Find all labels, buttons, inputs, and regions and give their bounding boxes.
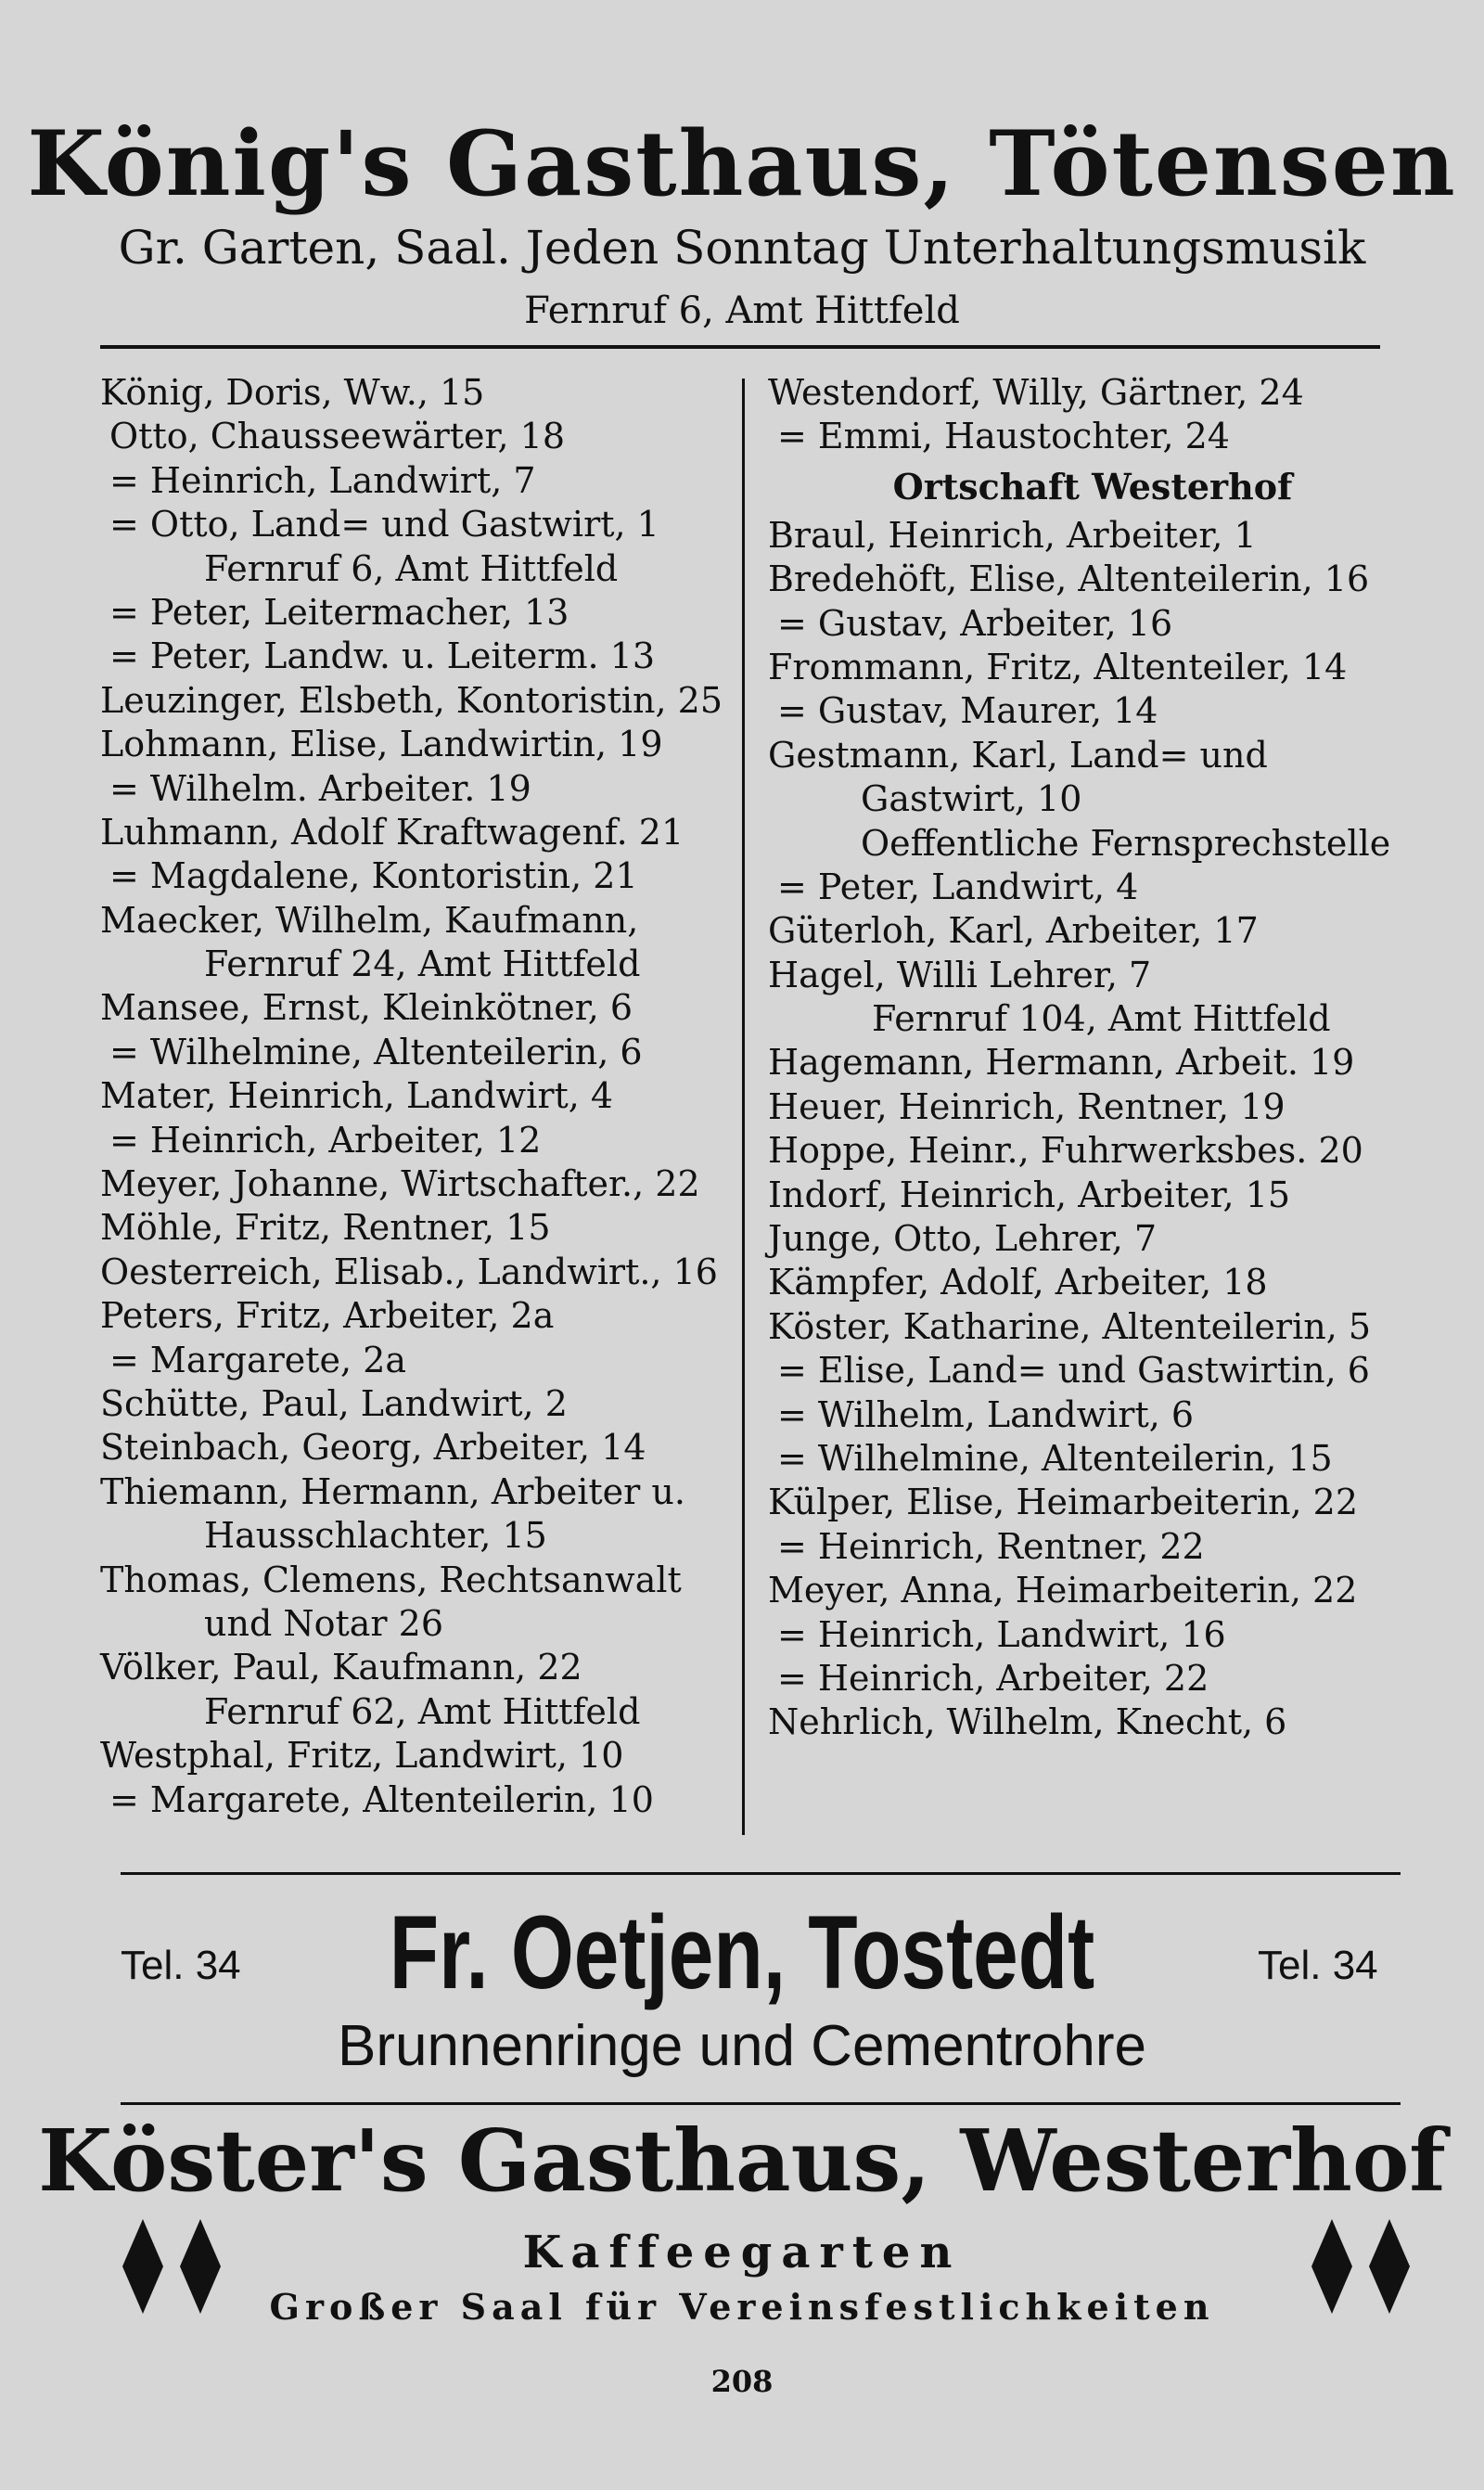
tel-right: Tel. 34: [1258, 1943, 1378, 1988]
header-title: König's Gasthaus, Tötensen: [27, 111, 1457, 216]
directory-entry: Westphal, Fritz, Landwirt, 10: [100, 1735, 624, 1777]
directory-entry: = Wilhelm, Landwirt, 6: [777, 1393, 1195, 1435]
directory-entry: Nehrlich, Wilhelm, Knecht, 6: [768, 1701, 1287, 1743]
directory-entry: Fernruf 104, Amt Hittfeld: [872, 998, 1331, 1040]
directory-entry: Steinbach, Georg, Arbeiter, 14: [100, 1427, 646, 1469]
directory-entry: Leuzinger, Elsbeth, Kontoristin, 25: [100, 679, 723, 721]
directory-entry: = Heinrich, Rentner, 22: [777, 1525, 1205, 1567]
directory-entry: Indorf, Heinrich, Arbeiter, 15: [768, 1174, 1291, 1215]
directory-entry: = Elise, Land= und Gastwirtin, 6: [777, 1350, 1370, 1392]
directory-entry: Kämpfer, Adolf, Arbeiter, 18: [768, 1262, 1268, 1303]
left-column: [100, 371, 731, 1822]
directory-entry: Külper, Elise, Heimarbeiterin, 22: [768, 1482, 1358, 1523]
directory-entry: Hoppe, Heinr., Fuhrwerksbes. 20: [768, 1130, 1363, 1172]
directory-entry: Fernruf 24, Amt Hittfeld: [204, 943, 641, 985]
directory-entry: Bredehöft, Elise, Altenteilerin, 16: [768, 558, 1370, 600]
directory-entry: Mansee, Ernst, Kleinkötner, 6: [100, 987, 633, 1029]
header-rule: [100, 345, 1380, 349]
directory-entry: Schütte, Paul, Landwirt, 2: [100, 1382, 568, 1424]
directory-entry: = Heinrich, Arbeiter, 22: [777, 1657, 1209, 1699]
directory-entry: Gastwirt, 10: [861, 778, 1082, 820]
page-number: 208: [710, 2364, 774, 2399]
oetjen-name: Fr. Oetjen, Tostedt: [389, 1894, 1095, 2010]
koester-line2: Großer Saal für Vereinsfestlichkeiten: [269, 2286, 1215, 2328]
oetjen-products: Brunnenringe und Cementrohre: [338, 2014, 1146, 2078]
directory-entry: Maecker, Wilhelm, Kaufmann,: [100, 899, 639, 941]
directory-entry: Hausschlachter, 15: [204, 1515, 547, 1557]
directory-entry: Möhle, Fritz, Rentner, 15: [100, 1207, 551, 1249]
ad-rule-middle: [121, 2102, 1401, 2105]
directory-entry: Fernruf 6, Amt Hittfeld: [204, 547, 619, 589]
directory-entry: = Otto, Land= und Gastwirt, 1: [109, 504, 659, 545]
directory-entry: = Magdalene, Kontoristin, 21: [109, 855, 638, 897]
directory-entry: = Margarete, 2a: [109, 1339, 407, 1380]
directory-entry: Braul, Heinrich, Arbeiter, 1: [768, 514, 1257, 556]
directory-entry: = Heinrich, Landwirt, 7: [109, 459, 536, 501]
ad-rule-top: [121, 1872, 1401, 1875]
directory-entry: Oeffentliche Fernsprechstelle: [861, 822, 1391, 864]
directory-entry: = Peter, Leitermacher, 13: [109, 591, 569, 633]
directory-entry: Oesterreich, Elisab., Landwirt., 16: [100, 1251, 718, 1292]
directory-entry: Luhmann, Adolf Kraftwagenf. 21: [100, 811, 684, 853]
koester-name: Köster's Gasthaus, Westerhof: [38, 2111, 1446, 2211]
column-divider: [742, 379, 745, 1835]
directory-entry: und Notar 26: [204, 1602, 444, 1644]
section-heading: Ortschaft Westerhof: [892, 465, 1293, 507]
directory-entry: Otto, Chausseewärter, 18: [109, 416, 565, 457]
directory-entry: Güterloh, Karl, Arbeiter, 17: [768, 910, 1259, 952]
directory-entry: = Gustav, Maurer, 14: [777, 690, 1158, 732]
directory-entry: Meyer, Johanne, Wirtschafter., 22: [100, 1163, 700, 1205]
directory-entry: Mater, Heinrich, Landwirt, 4: [100, 1075, 614, 1117]
directory-entry: = Emmi, Haustochter, 24: [777, 416, 1230, 457]
koester-line1: Kaffeegarten: [522, 2227, 962, 2278]
directory-entry: Meyer, Anna, Heimarbeiterin, 22: [768, 1570, 1358, 1611]
directory-entry: = Heinrich, Landwirt, 16: [777, 1613, 1226, 1655]
directory-entry: Gestmann, Karl, Land= und: [768, 734, 1268, 776]
directory-entry: Hagemann, Hermann, Arbeit. 19: [768, 1042, 1355, 1084]
directory-entry: Westendorf, Willy, Gärtner, 24: [768, 372, 1304, 413]
right-column: [768, 371, 1417, 1745]
directory-entry: Junge, Otto, Lehrer, 7: [768, 1218, 1158, 1260]
directory-entry: Heuer, Heinrich, Rentner, 19: [768, 1085, 1286, 1127]
header-phone: Fernruf 6, Amt Hittfeld: [524, 289, 960, 332]
header-subtitle: Gr. Garten, Saal. Jeden Sonntag Unterhaltungsmusik: [118, 221, 1366, 275]
directory-entry: = Wilhelmine, Altenteilerin, 15: [777, 1437, 1333, 1479]
directory-entry: Völker, Paul, Kaufmann, 22: [100, 1647, 582, 1688]
directory-entry: Frommann, Fritz, Altenteiler, 14: [768, 646, 1348, 687]
directory-entry: Lohmann, Elise, Landwirtin, 19: [100, 724, 663, 765]
directory-entry: = Wilhelm. Arbeiter. 19: [109, 767, 531, 809]
directory-entry: Köster, Katharine, Altenteilerin, 5: [768, 1305, 1372, 1347]
directory-entry: Thomas, Clemens, Rechtsanwalt: [100, 1559, 682, 1600]
directory-entry: = Gustav, Arbeiter, 16: [777, 602, 1173, 644]
tel-left: Tel. 34: [121, 1943, 241, 1988]
directory-entry: = Heinrich, Arbeiter, 12: [109, 1119, 542, 1161]
directory-entry: = Margarete, Altenteilerin, 10: [109, 1778, 654, 1820]
directory-entry: Fernruf 62, Amt Hittfeld: [204, 1690, 641, 1732]
directory-entry: = Wilhelmine, Altenteilerin, 6: [109, 1031, 643, 1072]
directory-entry: = Peter, Landw. u. Leiterm. 13: [109, 635, 656, 677]
directory-entry: Thiemann, Hermann, Arbeiter u.: [100, 1470, 685, 1512]
directory-entry: Peters, Fritz, Arbeiter, 2a: [100, 1295, 555, 1337]
directory-entry: = Peter, Landwirt, 4: [777, 866, 1139, 907]
directory-entry: König, Doris, Ww., 15: [100, 372, 485, 413]
directory-entry: Hagel, Willi Lehrer, 7: [768, 954, 1152, 995]
